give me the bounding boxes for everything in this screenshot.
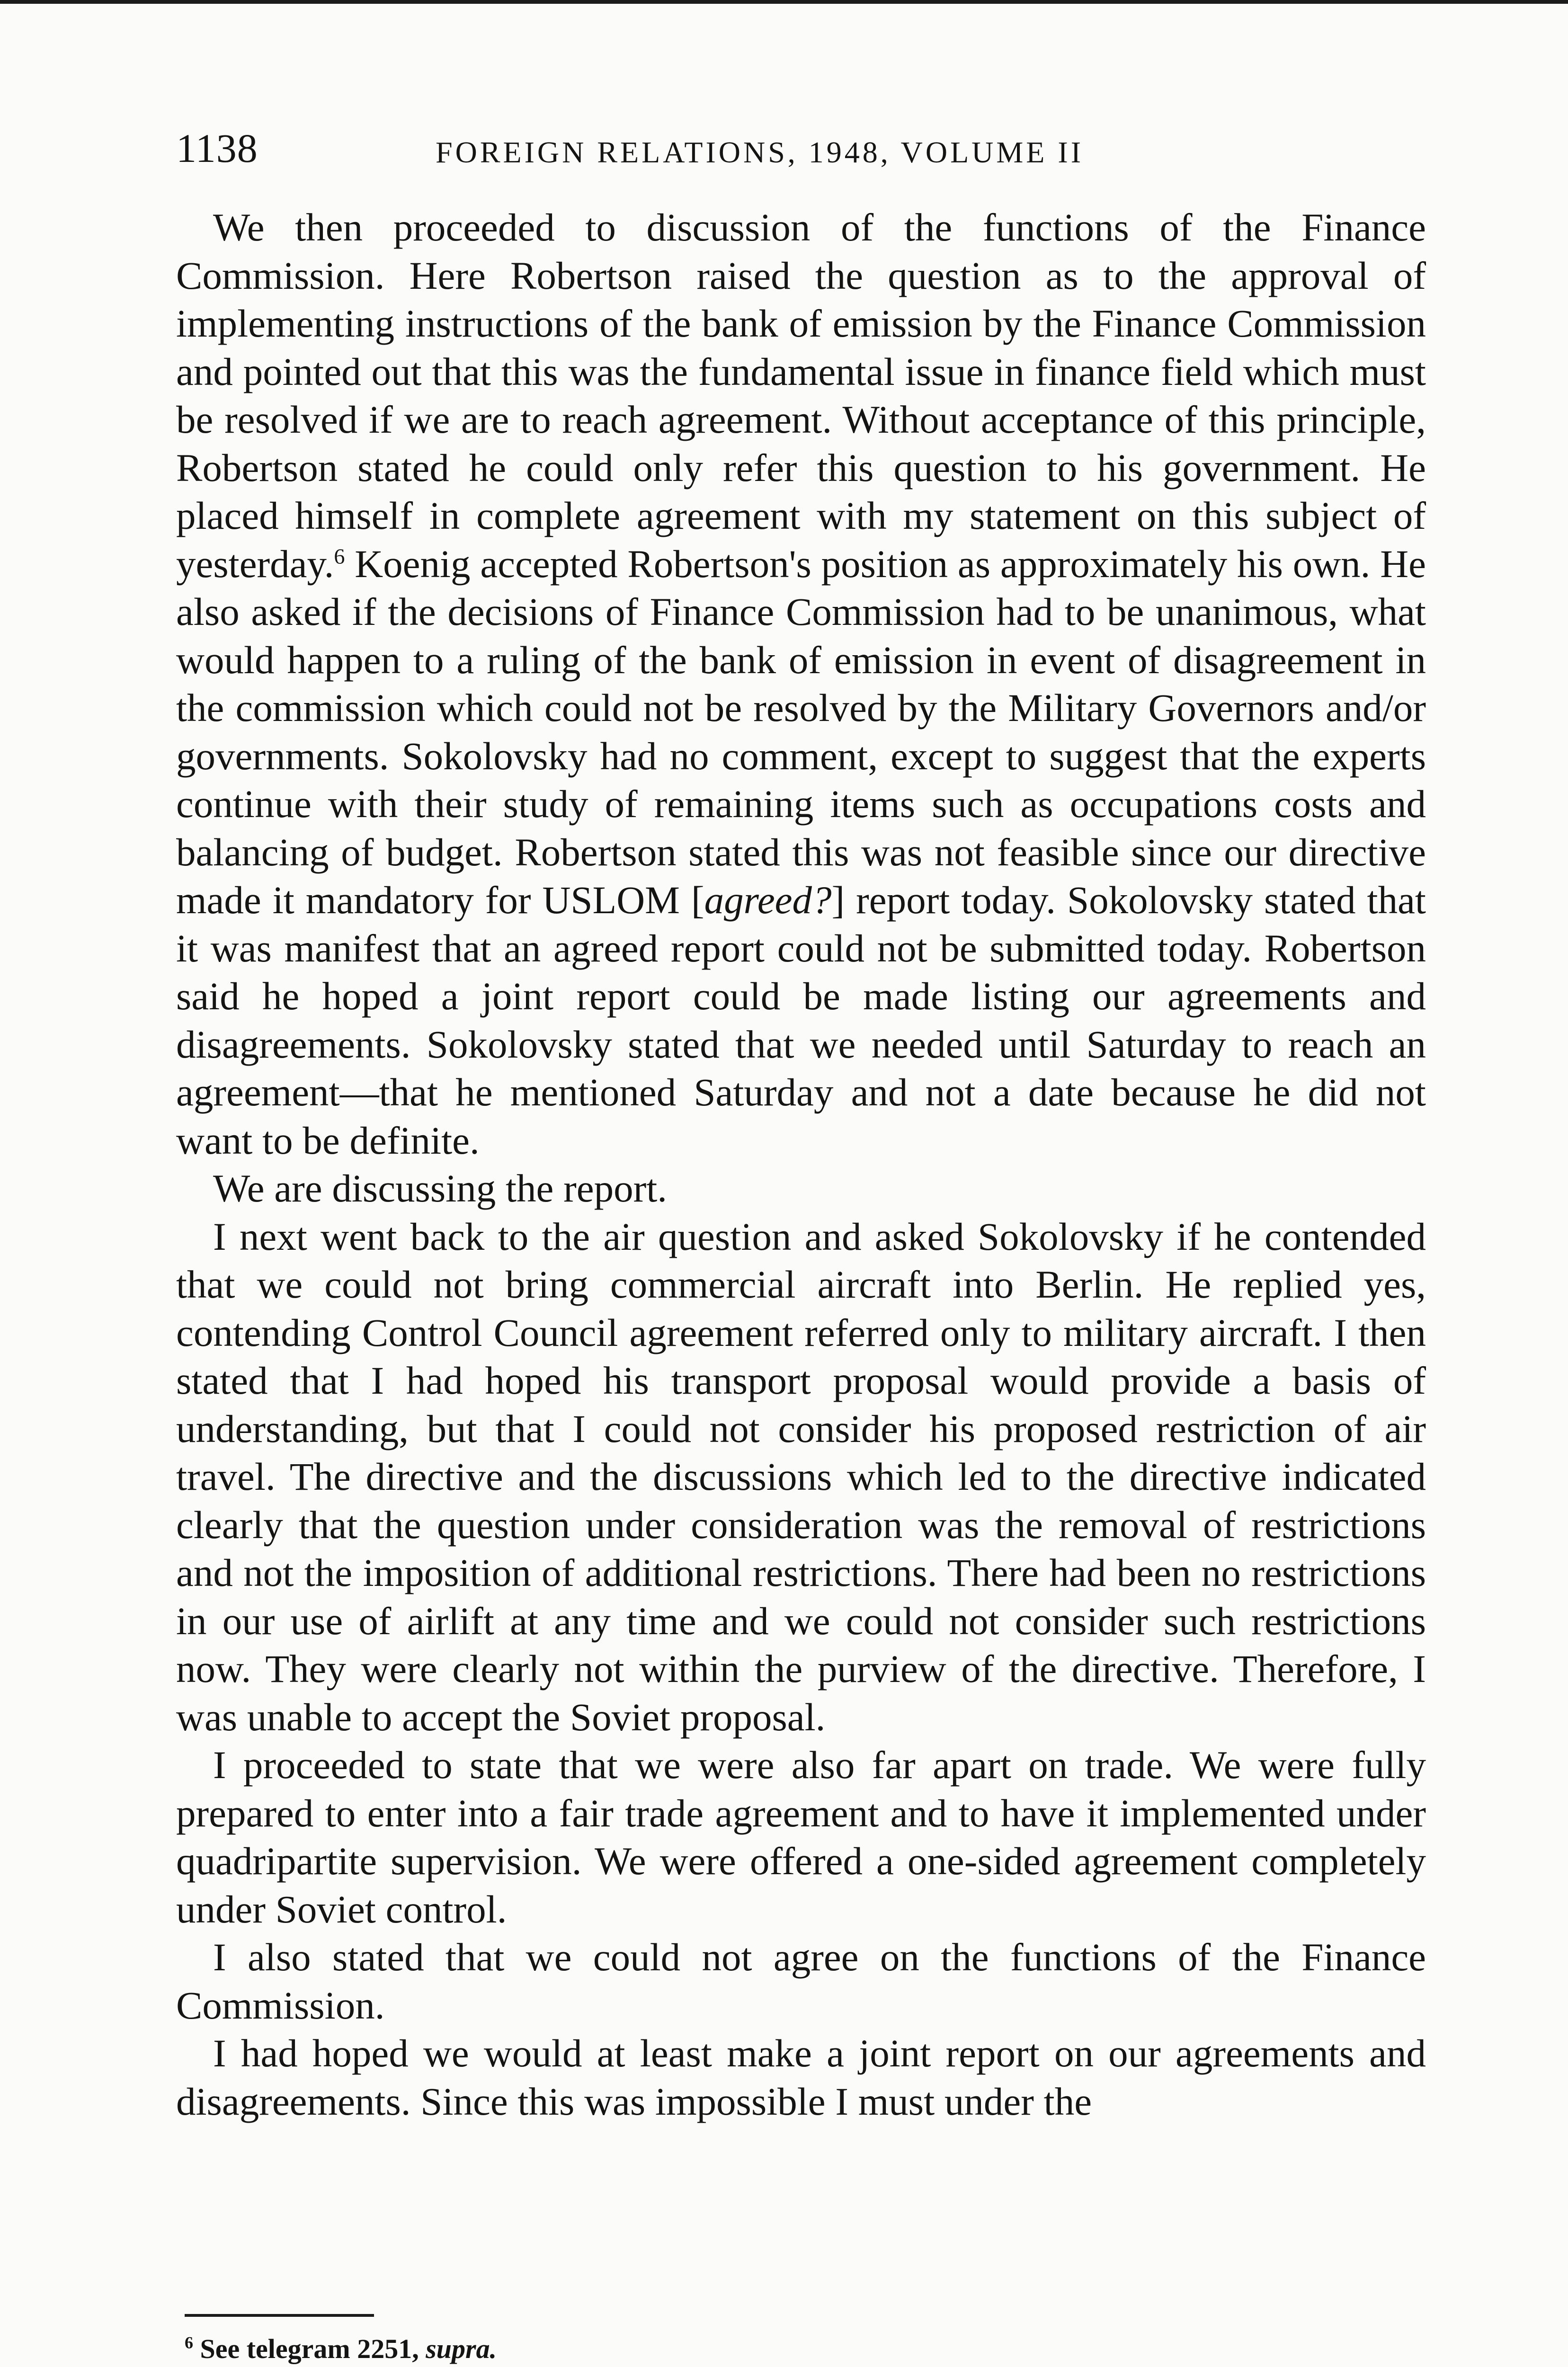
top-edge-rule <box>0 0 1568 4</box>
running-head: FOREIGN RELATIONS, 1948, VOLUME II <box>436 135 1084 169</box>
paragraph-trade: I proceeded to state that we were also far apart on trade. We were fully prepared to enter into a fair trade agreement and to have it implemented under quadripartite supervision. We were offered a one-sided agreement completely under Soviet control. <box>176 1743 1426 1931</box>
paragraph-text: We then proceeded to discussion of the functions of the Finance Commission. Here Robertson raised the question as to the approval of implementing instructions of the bank of emission by the Finance Commission and pointed out that this was the fundamental issue in finance field which must be resolved if we are to reach agreement. Without acceptance of this principle, Robertson stated he could only refer this question to his government. He placed himself in complete agreement with my statement on this subject of yesterday. <box>176 205 1426 586</box>
paragraph-discussing-report: We are discussing the report. <box>213 1166 668 1210</box>
footnote-text: See telegram 2251, <box>200 2333 426 2364</box>
footnote-marker: 6 <box>185 2333 193 2352</box>
footnote-divider <box>185 2314 374 2317</box>
footnote <box>185 2330 497 2367</box>
page-number: 1138 <box>176 125 258 171</box>
body-text <box>176 204 1426 2126</box>
paragraph-text: ] report today. Sokolovsky stated that it was manifest that an agreed report could not be submitted today. Robertson said he hoped a joint report could be made listing our agreements and disagreements. Sokolovsky stated that we needed until Saturday to reach an agreement—that he mentioned Saturday and not a date because he did not want to be definite. <box>176 878 1426 1162</box>
page-header <box>176 122 1431 179</box>
paragraph-text: Koenig accepted Robertson's position as approximately his own. He also asked if the decisions of Finance Commission had to be unanimous, what would happen to a ruling of the bank of emission in event of disagreement in the commission which could not be resolved by the Military Governors and/or governments. Sokolovsky had no comment, except to suggest that the experts continue with their study of remaining items such as occupations costs and balancing of budget. Robertson stated this was not feasible since our directive made it mandatory for USLOM [ <box>176 542 1426 922</box>
paragraph-air-question: I next went back to the air question and asked Sokolovsky if he contended that we could not bring commercial aircraft into Berlin. He replied yes, contending Control Council agreement referred only to military aircraft. I then stated that I had hoped his transport proposal would provide a basis of understanding, but that I could not consider his proposed restriction of air travel. The directive and the discussions which led to the directive indicated clearly that the question under consideration was the removal of restrictions and not the imposition of additional restrictions. There had been no restrictions in our use of airlift at any time and we could not consider such restrictions now. They were clearly not within the purview of the directive. Therefore, I was unable to accept the Soviet proposal. <box>176 1214 1426 1739</box>
editorial-insertion: agreed? <box>704 878 832 922</box>
footnote-reference: 6 <box>334 543 345 568</box>
footnote-italic: supra. <box>426 2333 497 2364</box>
paragraph-finance-functions: I also stated that we could not agree on the functions of the Finance Commission. <box>176 1935 1426 2027</box>
paragraph-joint-report: I had hoped we would at least make a joint report on our agreements and disagreements. Since this was impossible I must under the <box>176 2031 1426 2123</box>
paragraph-finance-commission <box>176 204 1426 1165</box>
